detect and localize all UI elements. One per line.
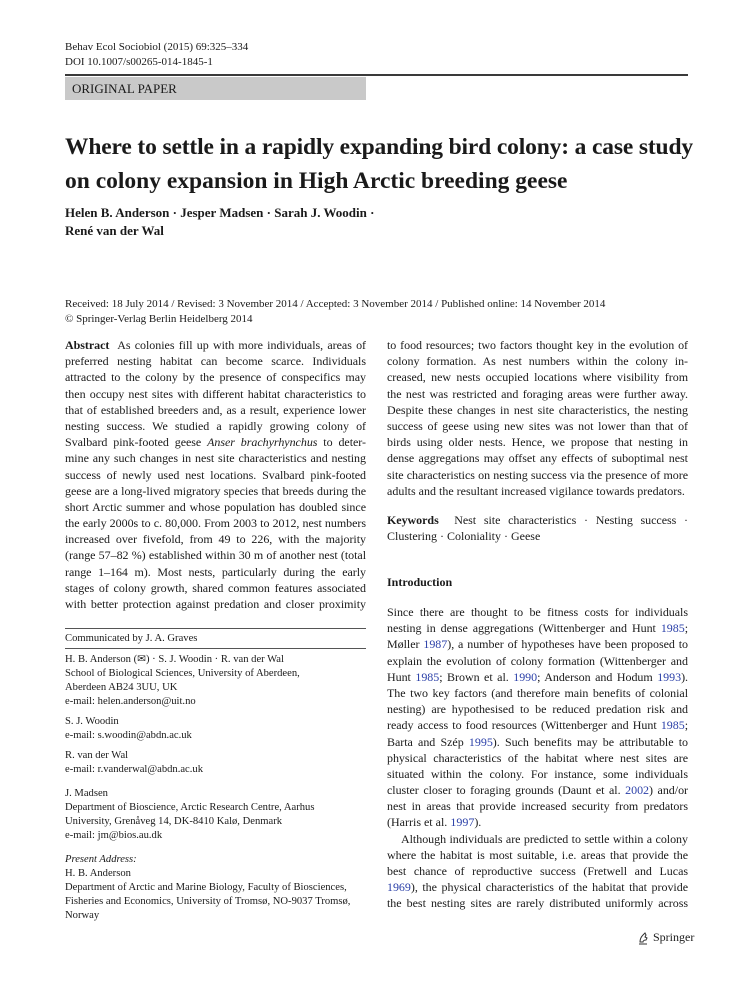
text-line [387,512,688,528]
text-line [387,750,688,766]
text-span: short Arctic summer and whose population has doubled since [65,499,366,514]
text-line [387,402,688,418]
text-span: (Harris et al. [387,815,451,830]
text-span: ) and/or [649,783,689,798]
copyright: © Springer-Verlag Berlin Heidelberg 2014 [65,313,253,325]
text-line [387,863,688,879]
text-span: ). [681,669,688,684]
text-span: Anser brachyrhynchus [207,435,318,450]
text-line [387,337,688,353]
text-span: Although individuals are predicted to settle within a colony [401,831,688,846]
text-line [387,798,688,814]
text-line [387,782,688,798]
text-span: success of newly used nest locations. Svalbard pink-footed [65,467,366,482]
text-span: nesting success. We studied a rapidly growing colony of [65,418,366,433]
text-line [65,434,366,450]
text-span: to deter- [317,435,366,450]
communicated-by: Communicated by J. A. Graves [65,633,198,644]
text-span: creased, new nests occupied locations where visibility from [387,370,688,385]
text-line [387,814,688,830]
present-address [65,853,366,923]
affiliation-line: J. Madsen [65,788,108,799]
address-line: Department of Arctic and Marine Biology, Faculty of Biosciences, [65,882,347,893]
text-span: ), the physical characteristics of the habitat that provide [410,880,688,895]
text-line [387,636,688,652]
text-span: the early 2000s to c. 80,000. From 2003 to 2012, nest numbers [65,516,366,531]
text-span: Since there are thought to be fitness costs for individuals [387,605,688,619]
footnote-rule [65,648,366,649]
footnote-rule [65,628,366,629]
text-span: As colonies fill up with more individuals, areas of [109,338,366,352]
citation-link[interactable]: 1995 [468,734,493,749]
text-span: mine any such changes in nest site characteristics and nesting [65,451,366,466]
citation-link[interactable]: 2002 [625,783,650,798]
text-span: ; Brown et al. [439,669,514,684]
text-line [387,831,688,847]
author-affiliation [65,749,366,777]
text-span: Møller [387,637,424,652]
affiliation-line: e-mail: jm@bios.au.dk [65,830,163,841]
text-span: then occupy nest sites with different habitat characteristics to [65,386,366,401]
text-span: ; [684,621,688,636]
text-span: range 1–164 m). Most nests, particularly during the early [65,564,366,579]
text-span: success of geese using new sites was not lower than that of [387,418,688,433]
text-span: ). Such benefits may be attributable to [492,734,688,749]
citation-link[interactable]: 1990 [513,669,538,684]
present-address-label: Present Address: [65,854,137,865]
affiliations [65,653,366,923]
title-line: on colony expansion in High Arctic breeding geese [65,168,568,194]
text-line [65,547,366,563]
text-span: ; [684,718,688,733]
affiliation-line: e-mail: s.woodin@abdn.ac.uk [65,730,192,741]
text-line [387,604,688,620]
introduction-heading-wrap [387,574,688,590]
affiliation-line: School of Biological Sciences, University of Aberdeen, [65,668,300,679]
text-span: birds using older nests. Hence, we propose that nesting in [387,435,688,450]
address-line: Norway [65,910,100,921]
affiliation-line: R. van der Wal [65,750,129,761]
text-line [387,450,688,466]
affiliation-line: H. B. Anderson (✉) · S. J. Woodin · R. van der Wal [65,654,284,665]
text-span: site characteristics on nesting success via the presence of more [387,467,688,482]
text-span: with better protection against predation and closer proximity [65,597,366,611]
text-line [65,369,366,385]
text-span: Barta and Szép [387,734,469,749]
text-span: Svalbard pink-footed geese [65,435,208,450]
text-span: attracted to the colony by the presence of conspecifics may [65,370,366,385]
text-span: nest in areas that provide increased security from predators [387,799,688,814]
citation-link[interactable]: 1997 [450,815,475,830]
text-line [387,653,688,669]
text-span: The two key factors (and therefore main benefits of colonial [387,685,688,700]
text-span: situated within the colony. For instance, some individuals [387,766,688,781]
text-span: dense aggregations may offset any effects of suboptimal nest [387,451,688,466]
authors-line: René van der Wal [65,223,164,238]
text-line [387,734,688,750]
text-line [387,434,688,450]
title-line: Where to settle in a rapidly expanding bird colony: a case study [65,134,693,160]
author-affiliation [65,653,366,709]
text-span: Clustering · Coloniality · Geese [387,529,541,544]
text-span: colony formation. As nest numbers within the colony in- [387,354,688,369]
springer-horse-icon [636,931,650,945]
address-line: Fisheries and Economics, University of Tromsø, NO-9037 Tromsø, [65,896,351,907]
text-span: increased over fivefold, from 49 to 226, with the majority [65,532,366,547]
text-line [387,528,688,544]
text-line [65,531,366,547]
text-line [65,499,366,515]
affiliation-line: Aberdeen AB24 3UU, UK [65,682,178,693]
text-line [65,353,366,369]
text-line [65,580,366,596]
author-affiliation [65,787,366,843]
text-line [65,337,366,353]
text-line [387,386,688,402]
text-line [387,879,688,895]
section-label: Abstract [65,338,110,352]
text-line [387,467,688,483]
affiliation-line: e-mail: r.vanderwal@abdn.ac.uk [65,764,204,775]
text-span: Hunt [387,669,416,684]
publisher-name: Springer [653,930,695,944]
text-line [65,467,366,483]
citation-link[interactable]: 1985 [660,621,685,636]
history-dates: Received: 18 July 2014 / Revised: 3 November 2014 / Accepted: 3 November 2014 / Published online: 14 November 2014 [65,298,606,310]
text-span: adults and the resultant increased vigilance towards predators. [387,483,685,498]
text-line [65,564,366,580]
text-span: ). [474,815,482,830]
citation-link[interactable]: 1987 [423,637,448,652]
citation-link[interactable]: 1985 [660,718,685,733]
text-line [387,685,688,701]
text-line [387,847,688,863]
text-line [65,596,366,612]
text-span: cluster closer to foraging grounds (Daunt et al. [387,783,626,798]
text-span: ready access to food resources (Wittenberger and Hunt [387,718,661,733]
text-span: the nest was restricted and foraging areas were further away. [387,386,688,401]
text-span: ; Anderson and Hodum [537,669,658,684]
author-list [65,204,374,240]
text-line [387,353,688,369]
article-dates [65,297,688,327]
text-line [65,418,366,434]
text-line [387,369,688,385]
header-rule [65,74,688,76]
text-line [65,450,366,466]
paper-title [65,130,695,198]
text-line [387,701,688,717]
citation-link[interactable]: 1985 [415,669,440,684]
text-line [387,669,688,685]
author-affiliation [65,715,366,743]
article-type-banner: ORIGINAL PAPER [65,77,366,100]
text-span: physical characteristics of the habitat where nest sites are [387,750,688,765]
text-span: to food resources; two factors thought key in the evolution of [387,338,688,352]
text-span: that of established breeders and, as a result, experience lower [65,402,366,417]
text-line [65,483,366,499]
text-line [387,483,688,499]
text-span: explain the evolution of colony formation (Wittenberger and [387,653,688,668]
introduction-heading: Introduction [387,575,453,589]
text-span: Despite these changes in nest site characteristics, the nesting [387,402,688,417]
text-line [65,402,366,418]
text-line [65,386,366,402]
text-span: Nest site characteristics · Nesting success · [438,513,688,527]
abstract-left [65,337,366,612]
text-span: nesting) are hypothesised to be reduced predation risk and [387,702,688,717]
citation-link[interactable]: 1993 [657,669,682,684]
text-span: the best nesting sites are rarely distributed uniformly across [387,896,688,911]
text-line [387,620,688,636]
springer-logo [636,930,694,945]
text-span: ), a number of hypotheses have been proposed to [447,637,689,652]
text-span: (range 57–82 %) established within 30 m of another nest (total [65,548,366,563]
text-line [387,766,688,782]
text-line [387,418,688,434]
text-span: best chance of reproductive success (Fretwell and Lucas [387,864,688,878]
affiliation-line: e-mail: helen.anderson@uit.no [65,696,196,707]
citation-link[interactable]: 1969 [387,880,411,895]
address-line: H. B. Anderson [65,868,131,879]
text-line [65,515,366,531]
text-span: geese are a long-lived migratory species that breeds during the [65,483,366,498]
text-line [387,717,688,733]
doi: DOI 10.1007/s00265-014-1845-1 [65,56,213,68]
text-span: nesting in dense aggregations (Wittenberger and Hunt [387,621,661,636]
affiliation-line: S. J. Woodin [65,716,119,727]
abstract-right [387,337,688,499]
text-span: where the habitat is most suitable, i.e. areas that provide the [387,847,688,862]
affiliation-line: University, Grenåveg 14, DK-8410 Kalø, Denmark [65,816,283,827]
text-line [387,895,688,911]
affiliation-line: Department of Bioscience, Arctic Research Centre, Aarhus [65,802,315,813]
section-label: Keywords [387,513,439,527]
text-span: stages of colony growth, shared common features associated [65,580,366,595]
keywords [387,512,688,544]
journal-citation: Behav Ecol Sociobiol (2015) 69:325–334 [65,41,249,53]
introduction-body [387,604,688,912]
text-span: preferred nesting habitat can become scarce. Individuals [65,354,366,369]
authors-line: Helen B. Anderson · Jesper Madsen · Sarah J. Woodin · [65,205,375,220]
